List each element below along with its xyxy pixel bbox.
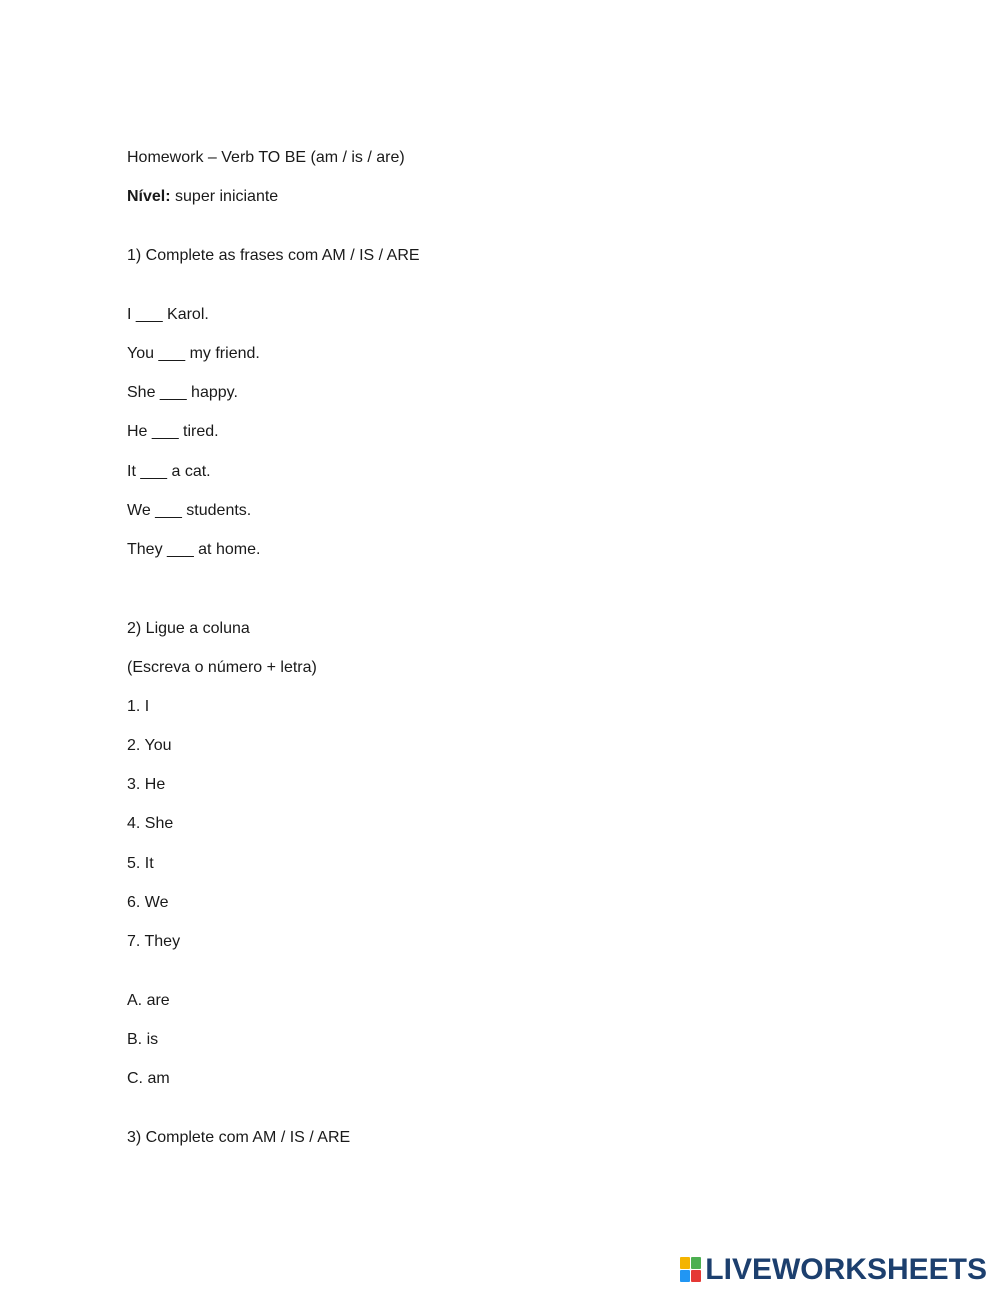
liveworksheets-logo-icon (680, 1257, 702, 1283)
liveworksheets-logo (680, 1254, 987, 1286)
pronoun-item: 6. We (127, 894, 169, 911)
verb-item: C. am (127, 1070, 170, 1087)
pronoun-item: 1. I (127, 698, 150, 715)
section3-heading: 3) Complete com AM / IS / ARE (127, 1129, 351, 1146)
logo-text: LIVEWORKSHEETS (705, 1253, 987, 1286)
level-value: super iniciante (170, 188, 279, 205)
pronoun-item: 7. They (127, 933, 181, 950)
sentence-item: You ___ my friend. (127, 345, 260, 362)
sentence-item: She ___ happy. (127, 384, 238, 401)
verb-item: B. is (127, 1031, 159, 1048)
level-label: Nível: (127, 188, 171, 205)
section1-heading: 1) Complete as frases com AM / IS / ARE (127, 247, 420, 264)
level-line (127, 187, 278, 207)
sentence-item: We ___ students. (127, 502, 252, 519)
sentence-item: He ___ tired. (127, 423, 219, 440)
verb-item: A. are (127, 992, 170, 1009)
pronoun-item: 2. You (127, 737, 172, 754)
section2-heading: 2) Ligue a coluna (127, 620, 250, 637)
sentence-item: They ___ at home. (127, 541, 261, 558)
sentence-item: It ___ a cat. (127, 463, 211, 480)
sentence-item: I ___ Karol. (127, 306, 209, 323)
page-title: Homework – Verb TO BE (am / is / are) (127, 149, 405, 166)
pronoun-item: 5. It (127, 855, 154, 872)
section2-instruction: (Escreva o número + letra) (127, 659, 317, 676)
pronoun-item: 4. She (127, 815, 174, 832)
pronoun-item: 3. He (127, 776, 166, 793)
